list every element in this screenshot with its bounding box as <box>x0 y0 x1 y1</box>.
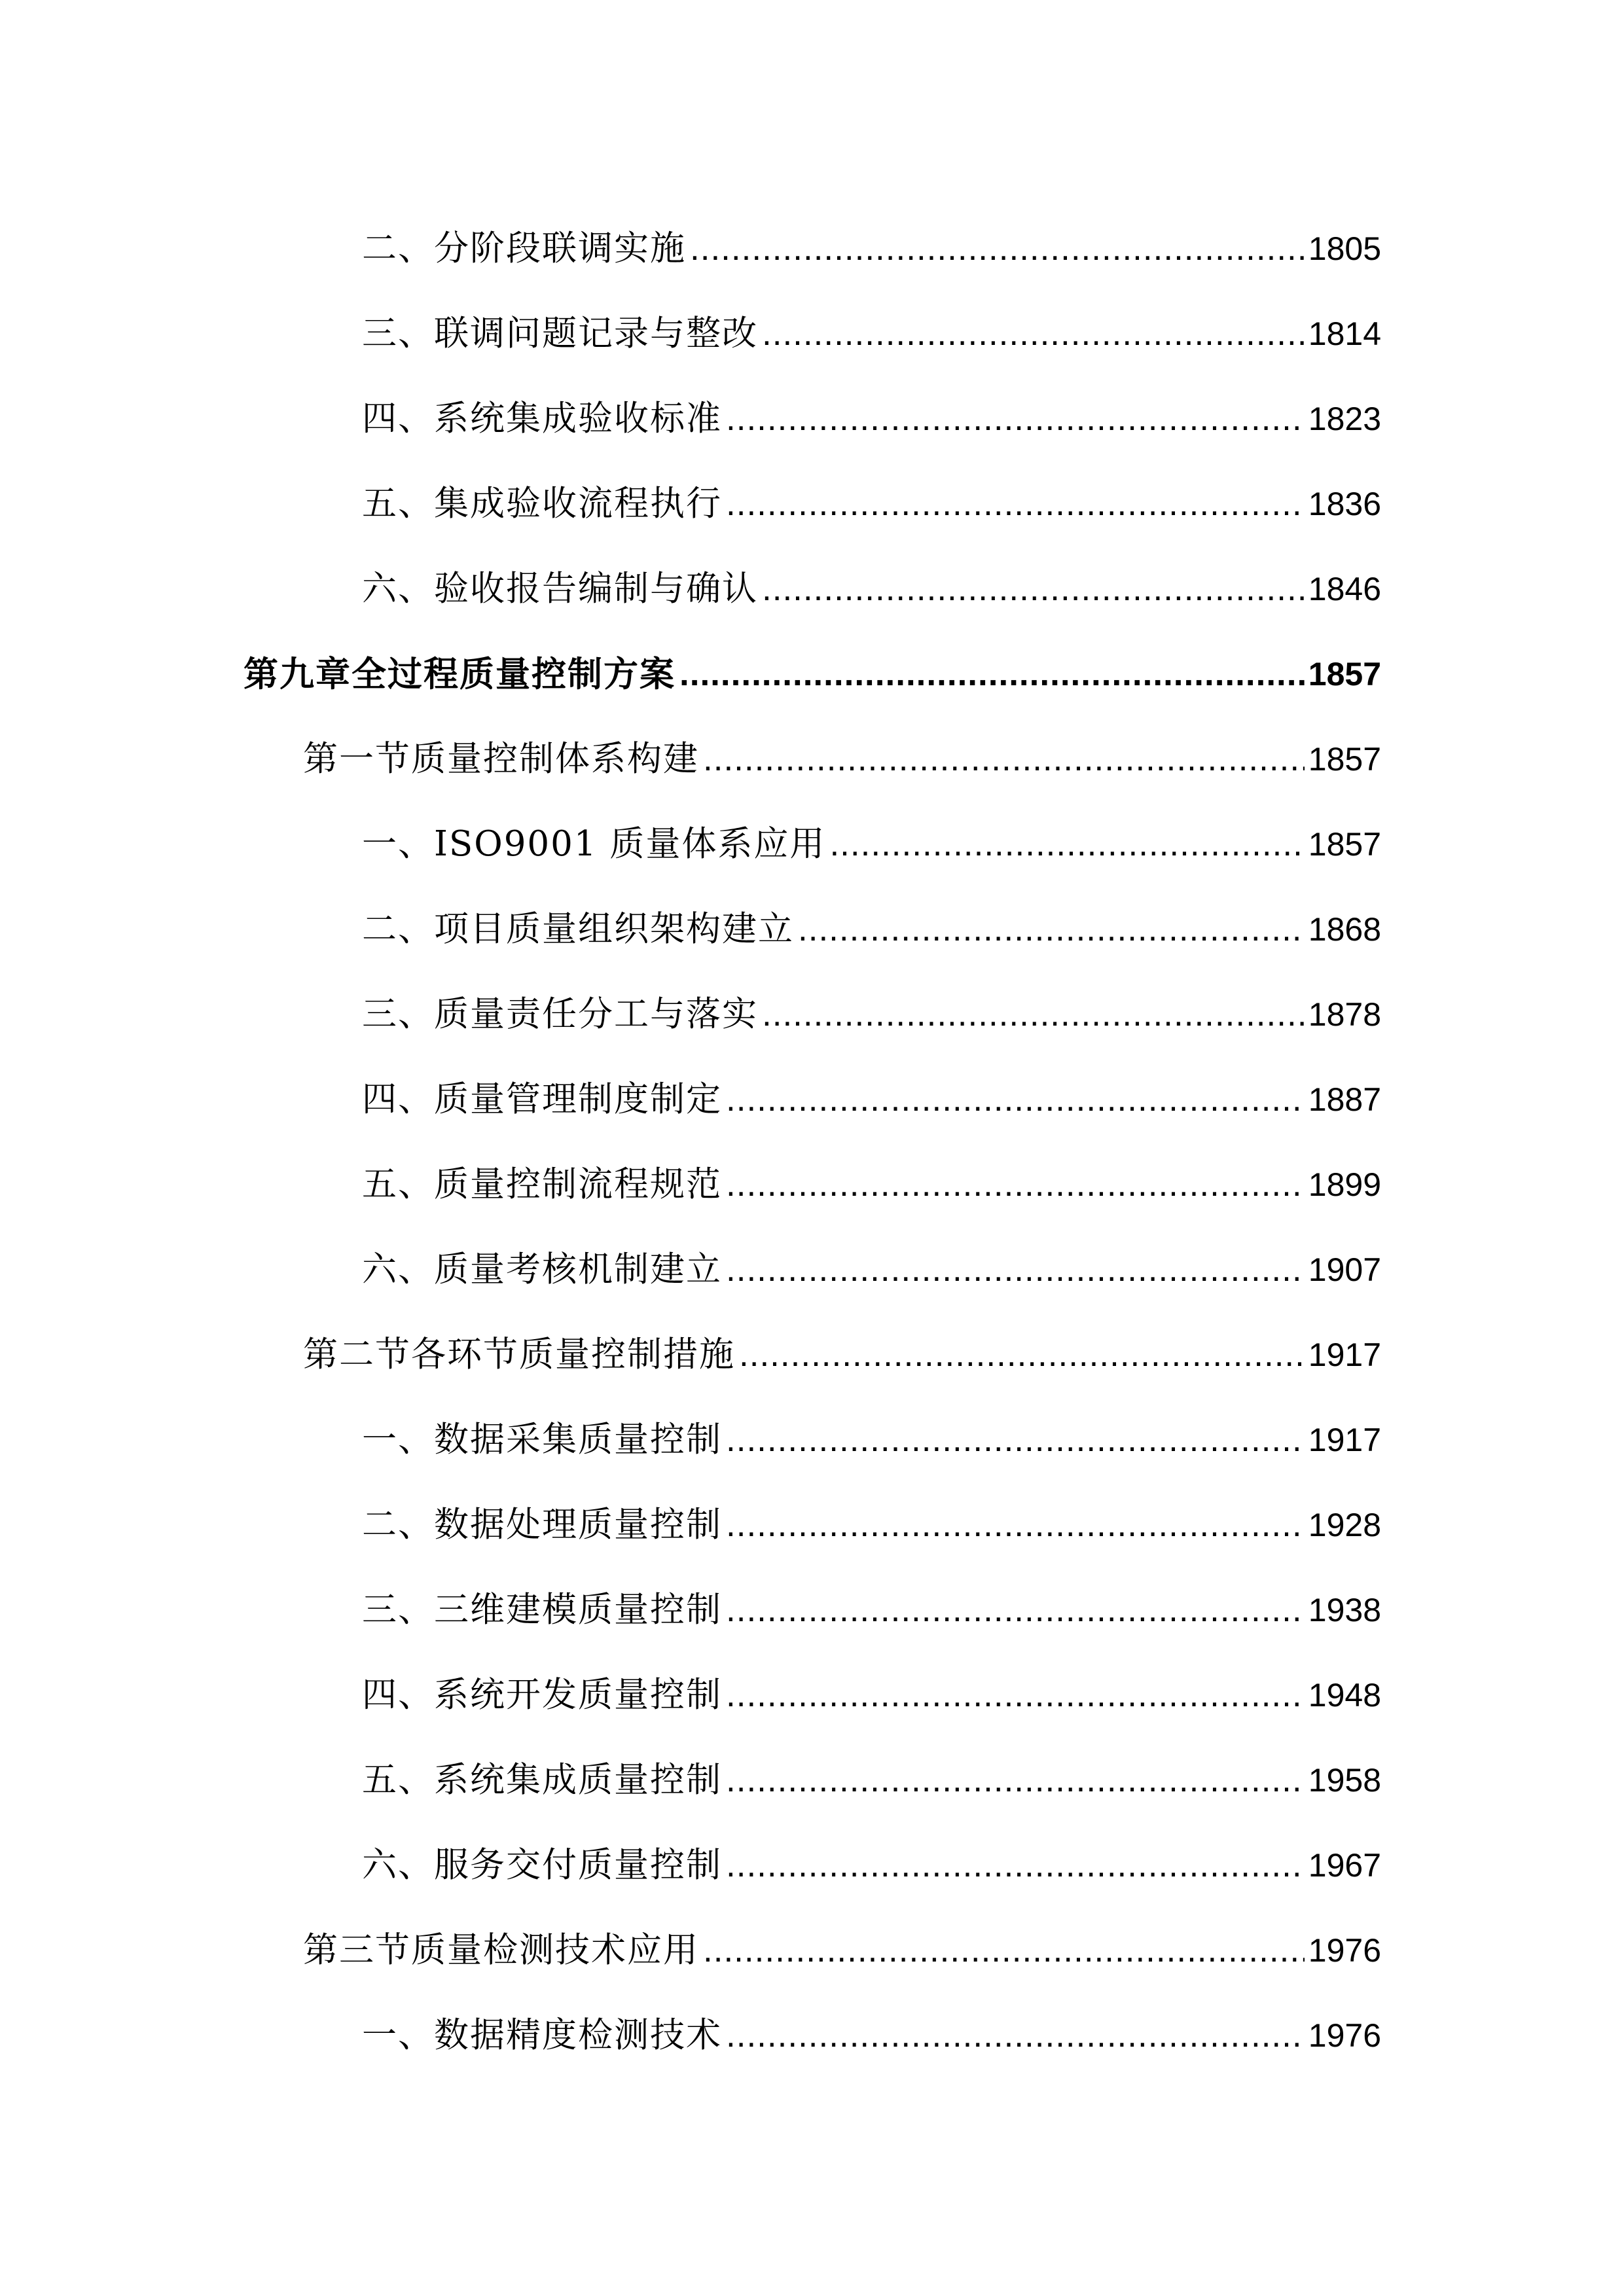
dot-leader <box>703 740 1305 779</box>
dot-leader <box>726 1250 1305 1289</box>
dot-leader <box>726 1590 1305 1630</box>
toc-entry[interactable] <box>362 812 1381 864</box>
dot-leader <box>739 1335 1305 1374</box>
dot-leader <box>829 825 1304 864</box>
toc-entry[interactable] <box>362 386 1381 439</box>
toc-entry-title: 三、质量责任分工与落实 <box>362 994 758 1034</box>
toc-chapter-entry[interactable] <box>244 641 1381 694</box>
toc-page-number: 1899 <box>1308 1166 1381 1203</box>
toc-page-number: 1857 <box>1308 656 1381 692</box>
dot-leader <box>726 1676 1305 1715</box>
toc-section-entry[interactable] <box>303 1918 1381 1970</box>
toc-entry-title: 一、ISO9001 质量体系应用 <box>362 824 826 864</box>
toc-entry-title: 一、数据精度检测技术 <box>362 2015 722 2055</box>
toc-entry-title: 二、数据处理质量控制 <box>362 1505 722 1545</box>
dot-leader <box>679 655 1305 694</box>
toc-page-number: 1887 <box>1308 1081 1381 1118</box>
toc-entry-title: 二、分阶段联调实施 <box>362 228 686 268</box>
dot-leader <box>690 229 1305 268</box>
toc-entry-title: 六、验收报告编制与确认 <box>362 569 758 609</box>
dot-leader <box>726 1420 1305 1460</box>
toc-entry-title: 第九章全过程质量控制方案 <box>244 654 676 694</box>
toc-entry[interactable] <box>362 1577 1381 1630</box>
toc-entry-title: 第二节各环节质量控制措施 <box>303 1335 735 1374</box>
toc-entry-title: 五、集成验收流程执行 <box>362 484 722 524</box>
dot-leader <box>726 1165 1305 1204</box>
toc-page-number: 1917 <box>1308 1422 1381 1458</box>
dot-leader <box>762 314 1305 353</box>
dot-leader <box>726 1505 1305 1545</box>
toc-entry[interactable] <box>362 897 1381 949</box>
toc-entry[interactable] <box>362 1152 1381 1204</box>
toc-entry[interactable] <box>362 2003 1381 2055</box>
toc-entry-title: 四、系统集成验收标准 <box>362 399 722 439</box>
toc-entry-title: 三、联调问题记录与整改 <box>362 314 758 353</box>
dot-leader <box>703 1931 1305 1970</box>
toc-page-number: 1938 <box>1308 1592 1381 1628</box>
toc-entry[interactable] <box>362 1662 1381 1715</box>
toc-entry-title: 二、项目质量组织架构建立 <box>362 909 794 949</box>
toc-page-number: 1857 <box>1308 741 1381 778</box>
toc-entry[interactable] <box>362 1407 1381 1460</box>
toc-page-number: 1907 <box>1308 1251 1381 1288</box>
toc-entry[interactable] <box>362 556 1381 609</box>
toc-entry-title: 四、质量管理制度制定 <box>362 1079 722 1119</box>
toc-entry[interactable] <box>362 1492 1381 1545</box>
dot-leader <box>762 995 1305 1034</box>
dot-leader <box>726 484 1305 524</box>
toc-page-number: 1814 <box>1308 315 1381 352</box>
toc-page-number: 1805 <box>1308 230 1381 267</box>
toc-page-number: 1928 <box>1308 1507 1381 1543</box>
toc-entry[interactable] <box>362 1067 1381 1119</box>
toc-entry-title: 第三节质量检测技术应用 <box>303 1930 699 1970</box>
toc-entry-title: 六、服务交付质量控制 <box>362 1845 722 1885</box>
toc-entry[interactable] <box>362 301 1381 353</box>
toc-page-number: 1868 <box>1308 911 1381 948</box>
toc-page-number: 1958 <box>1308 1762 1381 1799</box>
toc-entry[interactable] <box>362 1237 1381 1289</box>
dot-leader <box>762 569 1305 609</box>
toc-entry[interactable] <box>362 1833 1381 1885</box>
toc-page-number: 1976 <box>1308 1932 1381 1969</box>
dot-leader <box>726 2016 1305 2055</box>
toc-page-number: 1976 <box>1308 2017 1381 2054</box>
dot-leader <box>726 1846 1305 1885</box>
toc-entry[interactable] <box>362 471 1381 524</box>
toc-section-entry[interactable] <box>303 726 1381 779</box>
toc-entry-title: 五、系统集成质量控制 <box>362 1760 722 1800</box>
toc-page-number: 1878 <box>1308 996 1381 1033</box>
toc-entry[interactable] <box>362 982 1381 1034</box>
toc-page-number: 1948 <box>1308 1677 1381 1713</box>
toc-page-number: 1857 <box>1308 826 1381 863</box>
toc-entry-title: 三、三维建模质量控制 <box>362 1590 722 1630</box>
toc-page-number: 1836 <box>1308 486 1381 522</box>
toc-entry-title: 四、系统开发质量控制 <box>362 1675 722 1715</box>
toc-entry[interactable] <box>362 1748 1381 1800</box>
toc-entry-title: 第一节质量控制体系构建 <box>303 739 699 779</box>
toc-entry[interactable] <box>362 216 1381 268</box>
dot-leader <box>798 910 1305 949</box>
toc-page-number: 1846 <box>1308 571 1381 607</box>
toc-entry-title: 六、质量考核机制建立 <box>362 1249 722 1289</box>
toc-page-number: 1917 <box>1308 1336 1381 1373</box>
dot-leader <box>726 399 1305 439</box>
toc-page-number: 1823 <box>1308 401 1381 437</box>
toc-section-entry[interactable] <box>303 1322 1381 1374</box>
toc-entry-title: 一、数据采集质量控制 <box>362 1420 722 1460</box>
toc-page-number: 1967 <box>1308 1847 1381 1884</box>
toc-entry-title: 五、质量控制流程规范 <box>362 1164 722 1204</box>
dot-leader <box>726 1080 1305 1119</box>
dot-leader <box>726 1761 1305 1800</box>
